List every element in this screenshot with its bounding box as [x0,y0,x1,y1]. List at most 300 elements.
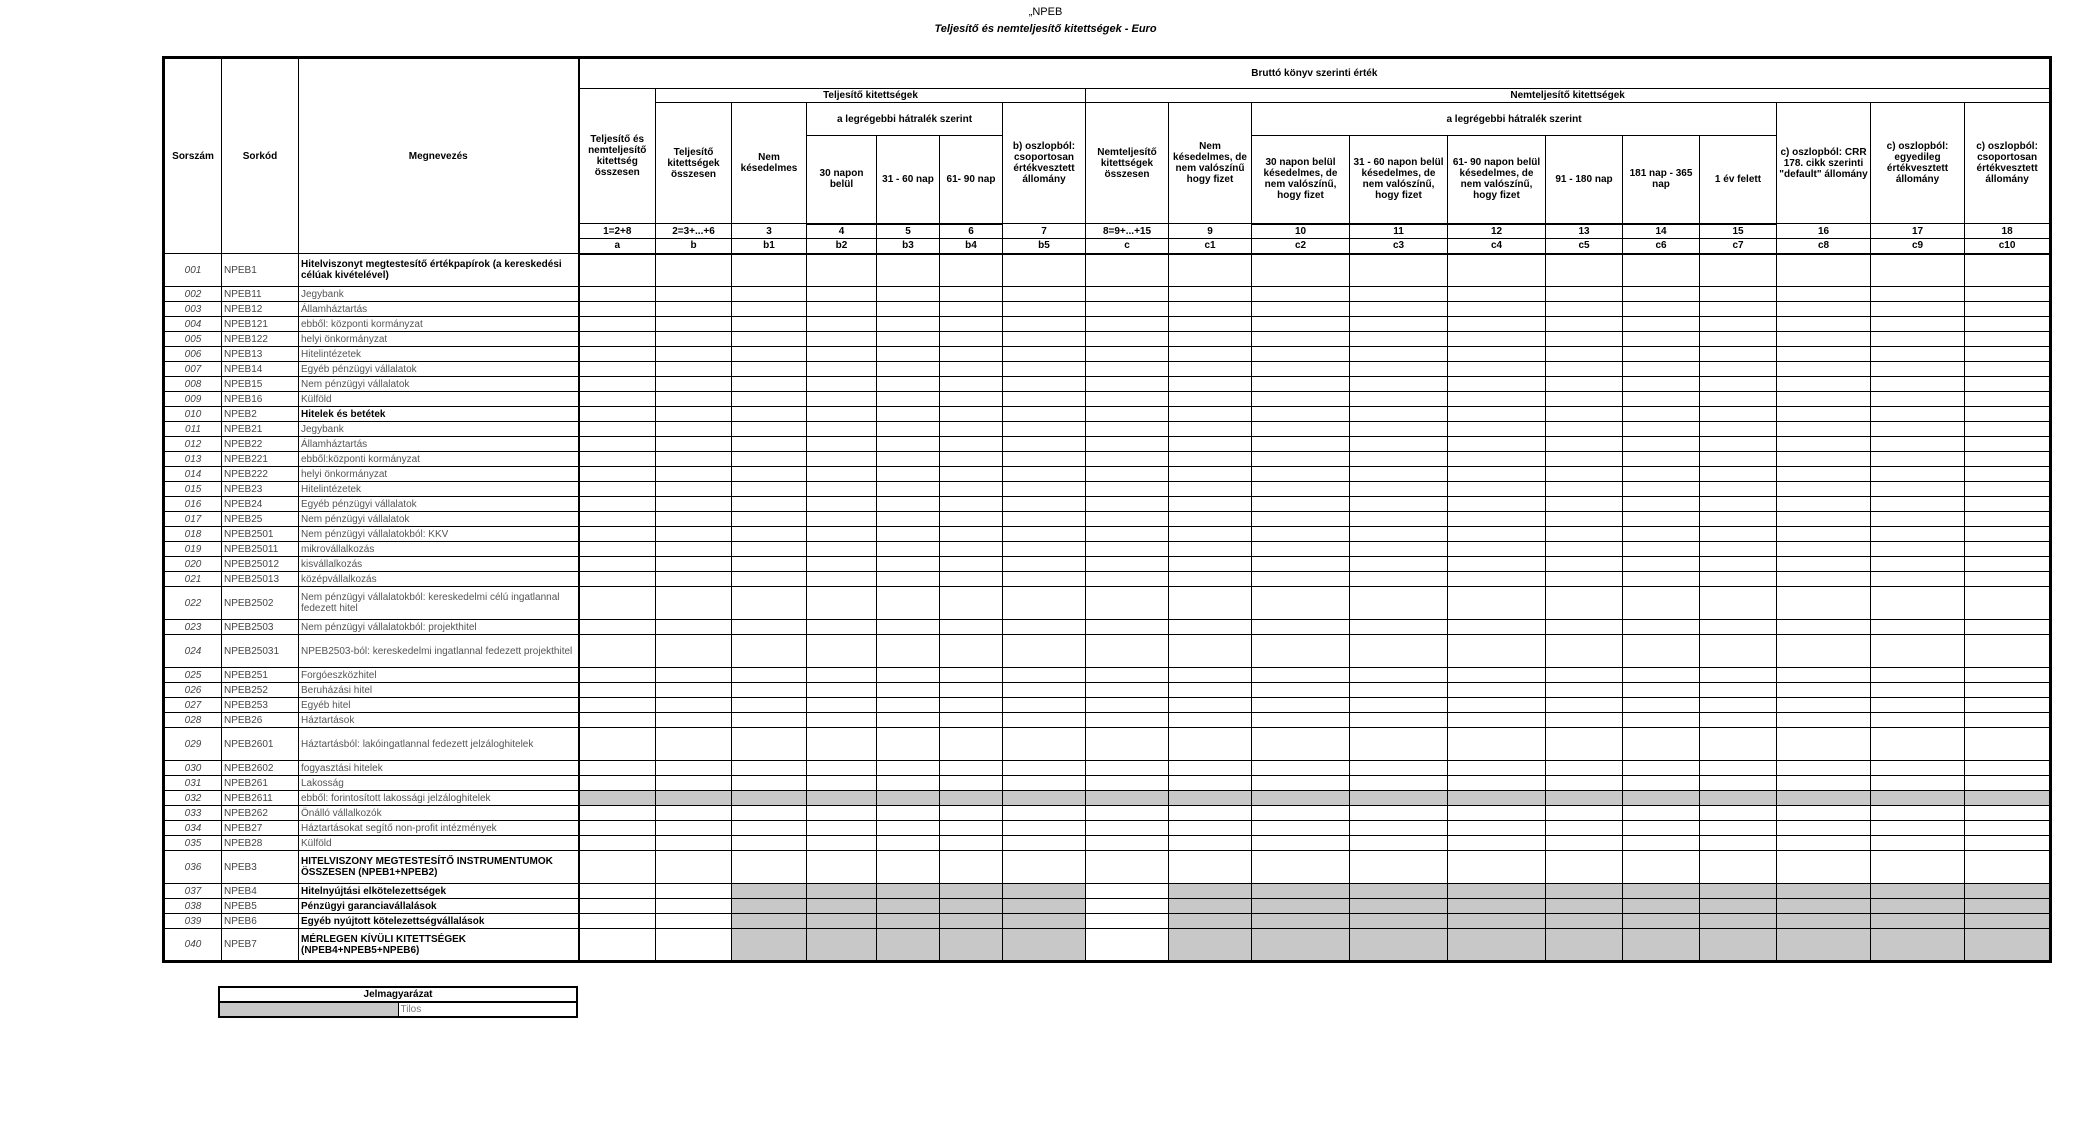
data-cell[interactable] [1777,698,1871,713]
data-cell[interactable] [1777,899,1871,914]
data-cell[interactable] [1003,713,1086,728]
data-cell[interactable] [1777,527,1871,542]
data-cell[interactable] [732,620,807,635]
data-cell[interactable] [1546,914,1623,929]
data-cell[interactable] [1546,683,1623,698]
data-cell[interactable] [1252,713,1350,728]
data-cell[interactable] [807,497,877,512]
data-cell[interactable] [1623,899,1700,914]
data-cell[interactable] [1169,836,1252,851]
data-cell[interactable] [656,572,732,587]
data-cell[interactable] [1350,437,1448,452]
data-cell[interactable] [1350,572,1448,587]
data-cell[interactable] [807,683,877,698]
data-cell[interactable] [1350,287,1448,302]
data-cell[interactable] [807,467,877,482]
data-cell[interactable] [1700,392,1777,407]
data-cell[interactable] [579,557,656,572]
data-cell[interactable] [579,482,656,497]
data-cell[interactable] [1871,302,1965,317]
data-cell[interactable] [1003,254,1086,287]
data-cell[interactable] [1252,512,1350,527]
data-cell[interactable] [1003,497,1086,512]
data-cell[interactable] [1623,512,1700,527]
data-cell[interactable] [732,914,807,929]
data-cell[interactable] [1169,668,1252,683]
data-cell[interactable] [940,302,1003,317]
data-cell[interactable] [1003,332,1086,347]
data-cell[interactable] [1777,452,1871,467]
data-cell[interactable] [1003,452,1086,467]
data-cell[interactable] [579,851,656,884]
data-cell[interactable] [877,347,940,362]
data-cell[interactable] [732,698,807,713]
data-cell[interactable] [1700,452,1777,467]
data-cell[interactable] [1871,527,1965,542]
data-cell[interactable] [656,302,732,317]
data-cell[interactable] [1350,851,1448,884]
data-cell[interactable] [656,914,732,929]
data-cell[interactable] [1965,761,2051,776]
data-cell[interactable] [579,347,656,362]
data-cell[interactable] [877,422,940,437]
data-cell[interactable] [579,698,656,713]
data-cell[interactable] [656,587,732,620]
data-cell[interactable] [1777,635,1871,668]
data-cell[interactable] [1448,668,1546,683]
data-cell[interactable] [807,572,877,587]
data-cell[interactable] [1350,407,1448,422]
data-cell[interactable] [1777,761,1871,776]
data-cell[interactable] [940,362,1003,377]
data-cell[interactable] [1350,635,1448,668]
data-cell[interactable] [1003,914,1086,929]
data-cell[interactable] [656,728,732,761]
data-cell[interactable] [1086,467,1169,482]
data-cell[interactable] [1777,836,1871,851]
data-cell[interactable] [1965,452,2051,467]
data-cell[interactable] [940,635,1003,668]
data-cell[interactable] [1252,668,1350,683]
data-cell[interactable] [656,557,732,572]
data-cell[interactable] [1965,791,2051,806]
data-cell[interactable] [1700,254,1777,287]
data-cell[interactable] [807,512,877,527]
data-cell[interactable] [940,713,1003,728]
data-cell[interactable] [1623,377,1700,392]
data-cell[interactable] [1448,620,1546,635]
data-cell[interactable] [1086,635,1169,668]
data-cell[interactable] [1777,542,1871,557]
data-cell[interactable] [1700,806,1777,821]
data-cell[interactable] [656,791,732,806]
data-cell[interactable] [1350,761,1448,776]
data-cell[interactable] [656,899,732,914]
data-cell[interactable] [1965,302,2051,317]
data-cell[interactable] [1169,899,1252,914]
data-cell[interactable] [1169,620,1252,635]
data-cell[interactable] [1700,467,1777,482]
data-cell[interactable] [1546,287,1623,302]
data-cell[interactable] [1448,254,1546,287]
data-cell[interactable] [1965,668,2051,683]
data-cell[interactable] [1700,635,1777,668]
data-cell[interactable] [1350,776,1448,791]
data-cell[interactable] [1965,287,2051,302]
data-cell[interactable] [940,914,1003,929]
data-cell[interactable] [1252,851,1350,884]
data-cell[interactable] [1623,713,1700,728]
data-cell[interactable] [1777,713,1871,728]
data-cell[interactable] [1252,698,1350,713]
data-cell[interactable] [1965,422,2051,437]
data-cell[interactable] [1546,587,1623,620]
data-cell[interactable] [1623,482,1700,497]
data-cell[interactable] [1965,620,2051,635]
data-cell[interactable] [1623,347,1700,362]
data-cell[interactable] [1350,557,1448,572]
data-cell[interactable] [1546,791,1623,806]
data-cell[interactable] [940,452,1003,467]
data-cell[interactable] [1350,377,1448,392]
data-cell[interactable] [807,668,877,683]
data-cell[interactable] [1546,254,1623,287]
data-cell[interactable] [1169,287,1252,302]
data-cell[interactable] [1003,683,1086,698]
data-cell[interactable] [1871,761,1965,776]
data-cell[interactable] [1700,407,1777,422]
data-cell[interactable] [940,512,1003,527]
data-cell[interactable] [732,728,807,761]
data-cell[interactable] [1350,683,1448,698]
data-cell[interactable] [1252,557,1350,572]
data-cell[interactable] [1965,542,2051,557]
data-cell[interactable] [1252,806,1350,821]
data-cell[interactable] [1623,635,1700,668]
data-cell[interactable] [1965,557,2051,572]
data-cell[interactable] [1700,542,1777,557]
data-cell[interactable] [1871,806,1965,821]
data-cell[interactable] [656,467,732,482]
data-cell[interactable] [807,482,877,497]
data-cell[interactable] [579,362,656,377]
data-cell[interactable] [1252,392,1350,407]
data-cell[interactable] [732,542,807,557]
data-cell[interactable] [732,512,807,527]
data-cell[interactable] [1546,452,1623,467]
data-cell[interactable] [1777,884,1871,899]
data-cell[interactable] [1448,317,1546,332]
data-cell[interactable] [1252,542,1350,557]
data-cell[interactable] [1871,482,1965,497]
data-cell[interactable] [1871,776,1965,791]
data-cell[interactable] [1252,497,1350,512]
data-cell[interactable] [1252,467,1350,482]
data-cell[interactable] [732,362,807,377]
data-cell[interactable] [1546,635,1623,668]
data-cell[interactable] [1350,929,1448,962]
data-cell[interactable] [1700,572,1777,587]
data-cell[interactable] [1252,791,1350,806]
data-cell[interactable] [1086,836,1169,851]
data-cell[interactable] [1448,899,1546,914]
data-cell[interactable] [1169,377,1252,392]
data-cell[interactable] [1777,821,1871,836]
data-cell[interactable] [579,668,656,683]
data-cell[interactable] [1448,287,1546,302]
data-cell[interactable] [1448,776,1546,791]
data-cell[interactable] [1777,317,1871,332]
data-cell[interactable] [1700,317,1777,332]
data-cell[interactable] [1169,587,1252,620]
data-cell[interactable] [1003,512,1086,527]
data-cell[interactable] [1777,728,1871,761]
data-cell[interactable] [1700,698,1777,713]
data-cell[interactable] [1003,806,1086,821]
data-cell[interactable] [1546,851,1623,884]
data-cell[interactable] [1871,557,1965,572]
data-cell[interactable] [1252,914,1350,929]
data-cell[interactable] [877,407,940,422]
data-cell[interactable] [877,806,940,821]
data-cell[interactable] [1965,899,2051,914]
data-cell[interactable] [1169,929,1252,962]
data-cell[interactable] [1169,728,1252,761]
data-cell[interactable] [732,527,807,542]
data-cell[interactable] [1448,542,1546,557]
data-cell[interactable] [1448,821,1546,836]
data-cell[interactable] [940,884,1003,899]
data-cell[interactable] [1252,527,1350,542]
data-cell[interactable] [1965,728,2051,761]
data-cell[interactable] [656,254,732,287]
data-cell[interactable] [1700,899,1777,914]
data-cell[interactable] [1546,422,1623,437]
data-cell[interactable] [656,512,732,527]
data-cell[interactable] [1003,377,1086,392]
data-cell[interactable] [1003,572,1086,587]
data-cell[interactable] [1169,437,1252,452]
data-cell[interactable] [1623,557,1700,572]
data-cell[interactable] [1871,791,1965,806]
data-cell[interactable] [940,698,1003,713]
data-cell[interactable] [1623,527,1700,542]
data-cell[interactable] [877,776,940,791]
data-cell[interactable] [656,347,732,362]
data-cell[interactable] [1546,929,1623,962]
data-cell[interactable] [1086,620,1169,635]
data-cell[interactable] [1546,512,1623,527]
data-cell[interactable] [732,635,807,668]
data-cell[interactable] [656,332,732,347]
data-cell[interactable] [1965,587,2051,620]
data-cell[interactable] [579,542,656,557]
data-cell[interactable] [1252,362,1350,377]
data-cell[interactable] [1871,407,1965,422]
data-cell[interactable] [1965,482,2051,497]
data-cell[interactable] [579,407,656,422]
data-cell[interactable] [1003,587,1086,620]
data-cell[interactable] [807,437,877,452]
data-cell[interactable] [1003,347,1086,362]
data-cell[interactable] [1448,482,1546,497]
data-cell[interactable] [1448,332,1546,347]
data-cell[interactable] [656,776,732,791]
data-cell[interactable] [940,542,1003,557]
data-cell[interactable] [1777,791,1871,806]
data-cell[interactable] [1169,851,1252,884]
data-cell[interactable] [1777,392,1871,407]
data-cell[interactable] [807,407,877,422]
data-cell[interactable] [1448,422,1546,437]
data-cell[interactable] [1546,713,1623,728]
data-cell[interactable] [1086,422,1169,437]
data-cell[interactable] [1350,698,1448,713]
data-cell[interactable] [1448,557,1546,572]
data-cell[interactable] [1871,728,1965,761]
data-cell[interactable] [1003,929,1086,962]
data-cell[interactable] [877,302,940,317]
data-cell[interactable] [940,407,1003,422]
data-cell[interactable] [656,497,732,512]
data-cell[interactable] [1169,821,1252,836]
data-cell[interactable] [656,884,732,899]
data-cell[interactable] [1777,467,1871,482]
data-cell[interactable] [1252,332,1350,347]
data-cell[interactable] [877,851,940,884]
data-cell[interactable] [656,851,732,884]
data-cell[interactable] [1623,587,1700,620]
data-cell[interactable] [1871,362,1965,377]
data-cell[interactable] [732,332,807,347]
data-cell[interactable] [1623,929,1700,962]
data-cell[interactable] [940,527,1003,542]
data-cell[interactable] [1086,482,1169,497]
data-cell[interactable] [1700,347,1777,362]
data-cell[interactable] [656,713,732,728]
data-cell[interactable] [1965,377,2051,392]
data-cell[interactable] [1871,884,1965,899]
data-cell[interactable] [940,557,1003,572]
data-cell[interactable] [1546,527,1623,542]
data-cell[interactable] [1546,761,1623,776]
data-cell[interactable] [1448,347,1546,362]
data-cell[interactable] [807,287,877,302]
data-cell[interactable] [940,377,1003,392]
data-cell[interactable] [732,899,807,914]
data-cell[interactable] [1350,452,1448,467]
data-cell[interactable] [1965,776,2051,791]
data-cell[interactable] [1448,728,1546,761]
data-cell[interactable] [1169,302,1252,317]
data-cell[interactable] [656,527,732,542]
data-cell[interactable] [732,587,807,620]
data-cell[interactable] [1871,377,1965,392]
data-cell[interactable] [1965,698,2051,713]
data-cell[interactable] [1777,851,1871,884]
data-cell[interactable] [1965,572,2051,587]
data-cell[interactable] [807,635,877,668]
data-cell[interactable] [1546,467,1623,482]
data-cell[interactable] [1003,437,1086,452]
data-cell[interactable] [1350,347,1448,362]
data-cell[interactable] [1965,392,2051,407]
data-cell[interactable] [1448,467,1546,482]
data-cell[interactable] [1003,776,1086,791]
data-cell[interactable] [1700,287,1777,302]
data-cell[interactable] [1169,635,1252,668]
data-cell[interactable] [1623,836,1700,851]
data-cell[interactable] [656,668,732,683]
data-cell[interactable] [1546,377,1623,392]
data-cell[interactable] [1777,362,1871,377]
data-cell[interactable] [1252,683,1350,698]
data-cell[interactable] [732,821,807,836]
data-cell[interactable] [579,821,656,836]
data-cell[interactable] [1777,776,1871,791]
data-cell[interactable] [656,836,732,851]
data-cell[interactable] [1003,668,1086,683]
data-cell[interactable] [1777,437,1871,452]
data-cell[interactable] [656,761,732,776]
data-cell[interactable] [877,527,940,542]
data-cell[interactable] [732,683,807,698]
data-cell[interactable] [877,542,940,557]
data-cell[interactable] [1623,407,1700,422]
data-cell[interactable] [1448,806,1546,821]
data-cell[interactable] [1871,392,1965,407]
data-cell[interactable] [1448,377,1546,392]
data-cell[interactable] [1003,482,1086,497]
data-cell[interactable] [656,437,732,452]
data-cell[interactable] [807,527,877,542]
data-cell[interactable] [1965,851,2051,884]
data-cell[interactable] [1086,302,1169,317]
data-cell[interactable] [1448,635,1546,668]
data-cell[interactable] [1623,914,1700,929]
data-cell[interactable] [1623,851,1700,884]
data-cell[interactable] [1350,542,1448,557]
data-cell[interactable] [1086,884,1169,899]
data-cell[interactable] [1252,620,1350,635]
data-cell[interactable] [1546,392,1623,407]
data-cell[interactable] [579,836,656,851]
data-cell[interactable] [1252,317,1350,332]
data-cell[interactable] [877,377,940,392]
data-cell[interactable] [1086,377,1169,392]
data-cell[interactable] [656,422,732,437]
data-cell[interactable] [1169,362,1252,377]
data-cell[interactable] [1965,929,2051,962]
data-cell[interactable] [579,422,656,437]
data-cell[interactable] [807,332,877,347]
data-cell[interactable] [1965,362,2051,377]
data-cell[interactable] [1965,437,2051,452]
data-cell[interactable] [1777,254,1871,287]
data-cell[interactable] [1965,317,2051,332]
data-cell[interactable] [1448,512,1546,527]
data-cell[interactable] [1169,452,1252,467]
data-cell[interactable] [1086,254,1169,287]
data-cell[interactable] [1965,467,2051,482]
data-cell[interactable] [1169,497,1252,512]
data-cell[interactable] [877,587,940,620]
data-cell[interactable] [1965,683,2051,698]
data-cell[interactable] [1252,761,1350,776]
data-cell[interactable] [1777,914,1871,929]
data-cell[interactable] [940,851,1003,884]
data-cell[interactable] [1623,698,1700,713]
